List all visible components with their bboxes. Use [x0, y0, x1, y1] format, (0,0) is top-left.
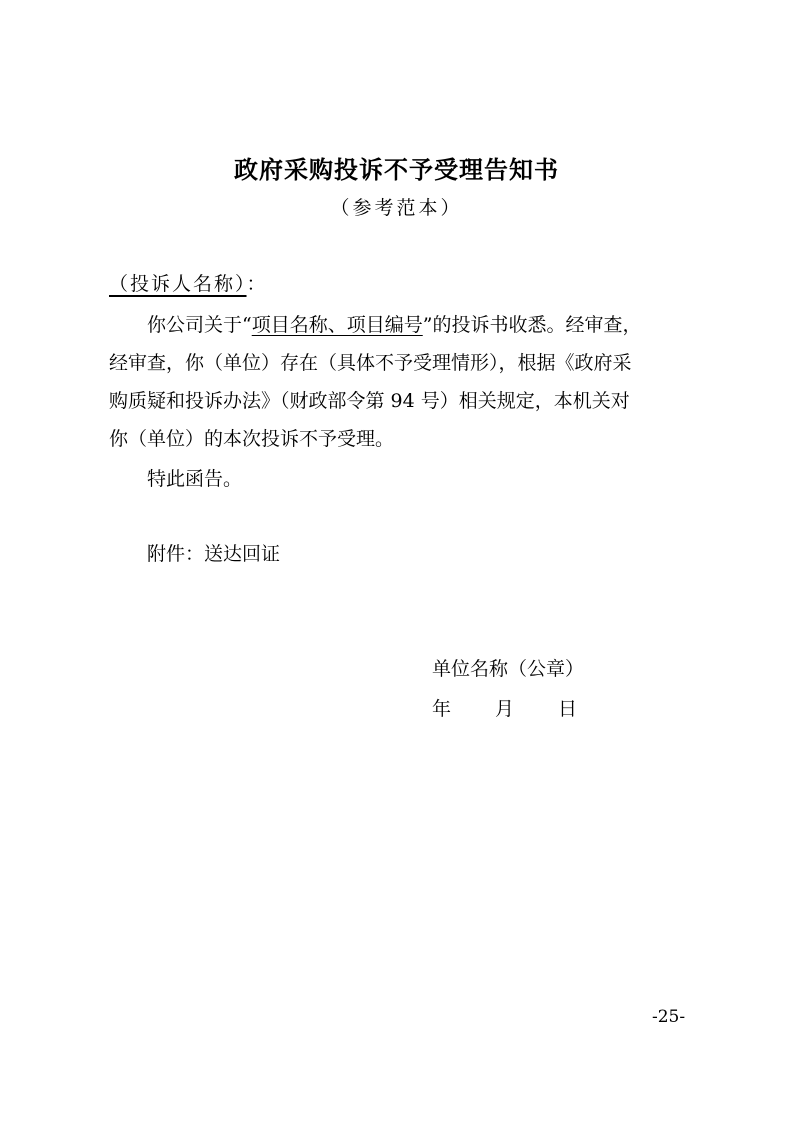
signature-date: [432, 696, 577, 722]
body-line-1: [147, 312, 641, 338]
addressee-line: [109, 271, 266, 297]
closing-line: 特此函告。: [147, 468, 243, 490]
body-line-3: 购质疑和投诉办法》（财政部令第 94 号）相关规定，本机关对: [109, 390, 630, 412]
attachment-line: 附件：送达回证: [147, 543, 281, 565]
document-subtitle: （参考范本）: [330, 197, 463, 219]
project-name-placeholder: 项目名称、项目编号: [251, 314, 423, 336]
date-day: 日: [558, 698, 578, 720]
date-year: 年: [432, 698, 452, 720]
addressee-name: （投诉人名称）: [109, 273, 247, 295]
body-line-1-end: ”的投诉书收悉。经审查，: [422, 314, 642, 336]
document-title: 政府采购投诉不予受理告知书: [234, 155, 559, 184]
body-line-2: 经审查，你（单位）存在（具体不予受理情形），根据《政府采: [109, 352, 632, 374]
body-line-4: 你（单位）的本次投诉不予受理。: [109, 428, 395, 450]
signature-unit: 单位名称（公章）: [432, 658, 585, 680]
addressee-colon: ：: [246, 273, 266, 295]
body-line-1-start: 你公司关于“: [147, 314, 252, 336]
page-number: -25-: [652, 1007, 686, 1027]
date-month: 月: [495, 698, 515, 720]
